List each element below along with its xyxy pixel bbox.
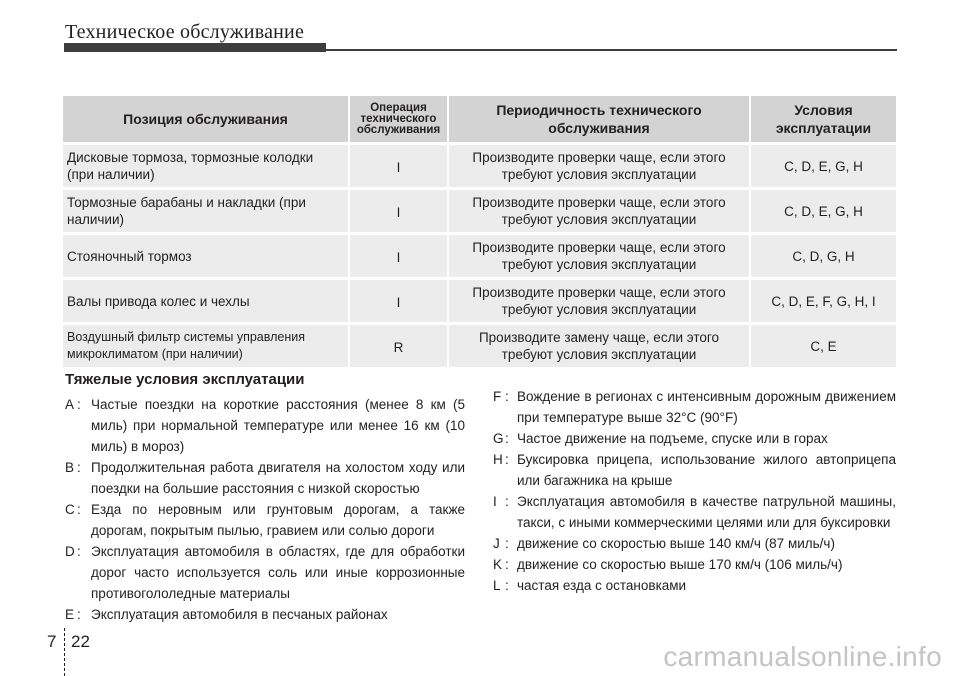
row-position: Валы привода колес и чехлы — [63, 280, 348, 322]
condition-code: E — [65, 607, 75, 622]
row-frequency: Производите проверки чаще, если этого требуют условия эксплуатации — [447, 190, 749, 232]
condition-code: G — [493, 431, 504, 446]
page-header-title: Техническое обслуживание — [65, 21, 305, 43]
condition-text: движение со скоростью выше 170 км/ч (106 миль/ч) — [517, 557, 843, 572]
row-operation: I — [348, 280, 447, 322]
list-item: A : Частые поездки на короткие расстояния (менее 8 км (5 миль) при нормальной температуре или менее 16 км (10 миль) в мороз) — [65, 394, 465, 457]
condition-text: Буксировка прицепа, использование жилого автоприцепа или багажника на крыше — [517, 452, 896, 488]
condition-text: Эксплуатация автомобиля в областях, где для обработки дорог часто используется соль или иные коррозионные противогололедные материалы — [91, 544, 465, 601]
condition-code: I — [493, 494, 497, 509]
row-conditions: C, D, E, G, H — [749, 190, 896, 232]
table-row — [63, 235, 896, 277]
condition-text: частая езда с остановками — [517, 578, 687, 593]
row-position: Стояночный тормоз — [63, 235, 348, 277]
severe-conditions-title: Тяжелые условия эксплуатации — [65, 371, 305, 388]
row-position: Воздушный фильтр системы управления микроклиматом (при наличии) — [63, 325, 348, 367]
severe-conditions-list-right — [493, 386, 896, 596]
maintenance-table — [63, 93, 896, 370]
list-item: C : Езда по неровным или грунтовым дорогам, а также дорогам, покрытым пылью, гравием или солью дороги — [65, 499, 465, 541]
list-item: K : движение со скоростью выше 170 км/ч (106 миль/ч) — [493, 554, 896, 575]
table-row — [63, 190, 896, 232]
row-conditions: C, D, E, G, H — [749, 145, 896, 187]
footer-page-number: 22 — [71, 632, 90, 651]
footer-section-number: 7 — [47, 632, 57, 651]
row-conditions: C, D, G, H — [749, 235, 896, 277]
severe-conditions-list-left — [65, 394, 465, 625]
list-item: E : Эксплуатация автомобиля в песчаных районах — [65, 604, 465, 625]
list-item: L : частая езда с остановками — [493, 575, 896, 596]
row-position: Тормозные барабаны и накладки (при наличии) — [63, 190, 348, 232]
list-item: B : Продолжительная работа двигателя на холостом ходу или поездки на большие расстояния с низкой скоростью — [65, 457, 465, 499]
list-item: F : Вождение в регионах с интенсивным дорожным движением при температуре выше 32°C (90°F) — [493, 386, 896, 428]
row-frequency: Производите замену чаще, если этого требуют условия эксплуатации — [447, 325, 749, 367]
condition-text: Вождение в регионах с интенсивным дорожным движением при температуре выше 32°C (90°F) — [517, 389, 896, 425]
header-conditions: Условия эксплуатации — [749, 96, 896, 142]
condition-text: Эксплуатация автомобиля в песчаных районах — [91, 607, 388, 622]
header-operation: Операция технического обслуживания — [348, 96, 447, 142]
row-operation: I — [348, 145, 447, 187]
table-row — [63, 145, 896, 187]
row-frequency: Производите проверки чаще, если этого требуют условия эксплуатации — [447, 280, 749, 322]
condition-code: K — [493, 557, 503, 572]
list-item: G : Частое движение на подъеме, спуске или в горах — [493, 428, 896, 449]
condition-text: Эксплуатация автомобиля в качестве патрульной машины, такси, с иными коммерческими целями или для буксировки — [517, 494, 896, 530]
list-item: D : Эксплуатация автомобиля в областях, где для обработки дорог часто используется соль или иные коррозионные противогололедные материалы — [65, 541, 465, 604]
header-rule-thick — [64, 43, 326, 52]
condition-code: D — [65, 544, 75, 559]
list-item: I : Эксплуатация автомобиля в качестве патрульной машины, такси, с иными коммерческими целями или для буксировки — [493, 491, 896, 533]
condition-text: Продолжительная работа двигателя на холостом ходу или поездки на большие расстояния с низкой скоростью — [91, 460, 465, 496]
condition-code: B — [65, 460, 75, 475]
row-operation: I — [348, 190, 447, 232]
condition-text: Езда по неровным или грунтовым дорогам, а также дорогам, покрытым пылью, гравием или солью дороги — [91, 502, 465, 538]
condition-code: A — [65, 397, 75, 412]
condition-text: Частое движение на подъеме, спуске или в горах — [517, 431, 828, 446]
row-frequency: Производите проверки чаще, если этого требуют условия эксплуатации — [447, 235, 749, 277]
condition-text: Частые поездки на короткие расстояния (менее 8 км (5 миль) при нормальной температуре или менее 16 км (10 миль) в мороз) — [91, 397, 465, 454]
condition-code: C — [65, 502, 75, 517]
row-conditions: C, E — [749, 325, 896, 367]
row-conditions: C, D, E, F, G, H, I — [749, 280, 896, 322]
row-position: Дисковые тормоза, тормозные колодки (при наличии) — [63, 145, 348, 187]
table-row — [63, 325, 896, 367]
row-operation: I — [348, 235, 447, 277]
header-rule-thin — [326, 49, 897, 51]
footer-divider — [64, 628, 65, 676]
condition-code: L — [493, 578, 501, 593]
watermark: carmanualsonline.info — [663, 641, 942, 672]
condition-text: движение со скоростью выше 140 км/ч (87 миль/ч) — [517, 536, 835, 551]
condition-code: J — [493, 536, 500, 551]
table-row — [63, 280, 896, 322]
table-header-row — [63, 96, 896, 142]
header-position: Позиция обслуживания — [63, 96, 348, 142]
header-frequency: Периодичность технического обслуживания — [447, 96, 749, 142]
list-item: J : движение со скоростью выше 140 км/ч (87 миль/ч) — [493, 533, 896, 554]
row-frequency: Производите проверки чаще, если этого требуют условия эксплуатации — [447, 145, 749, 187]
row-operation: R — [348, 325, 447, 367]
list-item: H : Буксировка прицепа, использование жилого автоприцепа или багажника на крыше — [493, 449, 896, 491]
condition-code: F — [493, 389, 502, 404]
condition-code: H — [493, 452, 503, 467]
